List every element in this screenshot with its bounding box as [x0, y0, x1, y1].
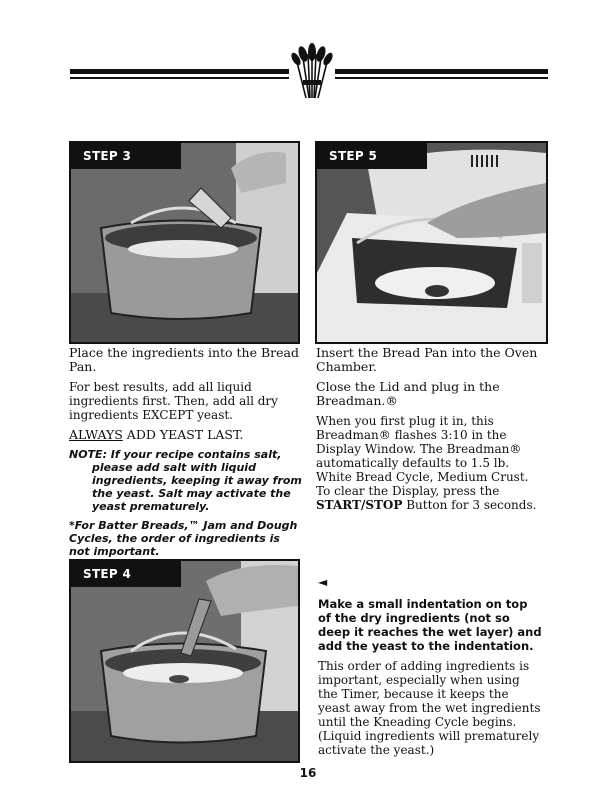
step3-photo	[69, 141, 300, 344]
step3-best-results-text: For best results, add all liquid ingredients first. Then, add all dry ingredients EXCEPT yeast.	[69, 380, 278, 422]
step5-label: STEP 5	[317, 143, 427, 169]
step5-photo	[315, 141, 548, 344]
step3-label: STEP 3	[71, 143, 181, 169]
salt-note-rest: please add salt with liquid ingredients, keeping it away from the yeast. Salt may activate the yeast prematurely.	[92, 461, 302, 513]
page-number: 16	[299, 766, 317, 780]
salt-note-first: NOTE: If your recipe contains salt,	[69, 448, 282, 461]
step3-always-line	[69, 428, 304, 442]
step4-explanation: This order of adding ingredients is important, especially when using the Timer, because it keeps the yeast away from the wet ingredients until the Kneading Cycle begins. (Liquid ingredients will prematurely activate the yeast.)	[318, 659, 541, 757]
always-rest: ADD YEAST LAST.	[122, 427, 244, 442]
always-underlined: ALWAYS	[69, 427, 123, 442]
step5-display-text	[316, 414, 541, 512]
start-stop-label: START/STOP	[316, 498, 403, 512]
step3-batter-note: *For Batter Breads,™ Jam and Dough Cycles, the order of ingredients is not important.	[69, 519, 298, 558]
step5-display-body: When you first plug it in, this Breadman® flashes 3:10 in the Display Window. The Breadman® automatically defaults to 1.5 lb. White Bread Cycle, Medium Crust. To clear the Display, press the	[316, 414, 529, 498]
step5-text	[316, 346, 541, 518]
step5-after-button: Button for 3 seconds.	[402, 498, 537, 512]
step4-photo	[69, 559, 300, 763]
step4-text	[318, 597, 543, 763]
step5-insert-text: Insert the Bread Pan into the Oven Chamber.	[316, 345, 538, 374]
step3-salt-note	[69, 448, 304, 513]
step4-label: STEP 4	[71, 561, 181, 587]
step5-close-text: Close the Lid and plug in the Breadman.®	[316, 379, 500, 408]
step4-instruction: Make a small indentation on top of the dry ingredients (not so deep it reaches the wet layer) and add the yeast to the indentation.	[318, 597, 542, 653]
left-arrow-icon: ◄	[318, 575, 328, 589]
step3-place-text: Place the ingredients into the Bread Pan.	[69, 345, 299, 374]
step3-text	[69, 346, 304, 564]
wheat-sheaf-icon	[289, 40, 335, 102]
